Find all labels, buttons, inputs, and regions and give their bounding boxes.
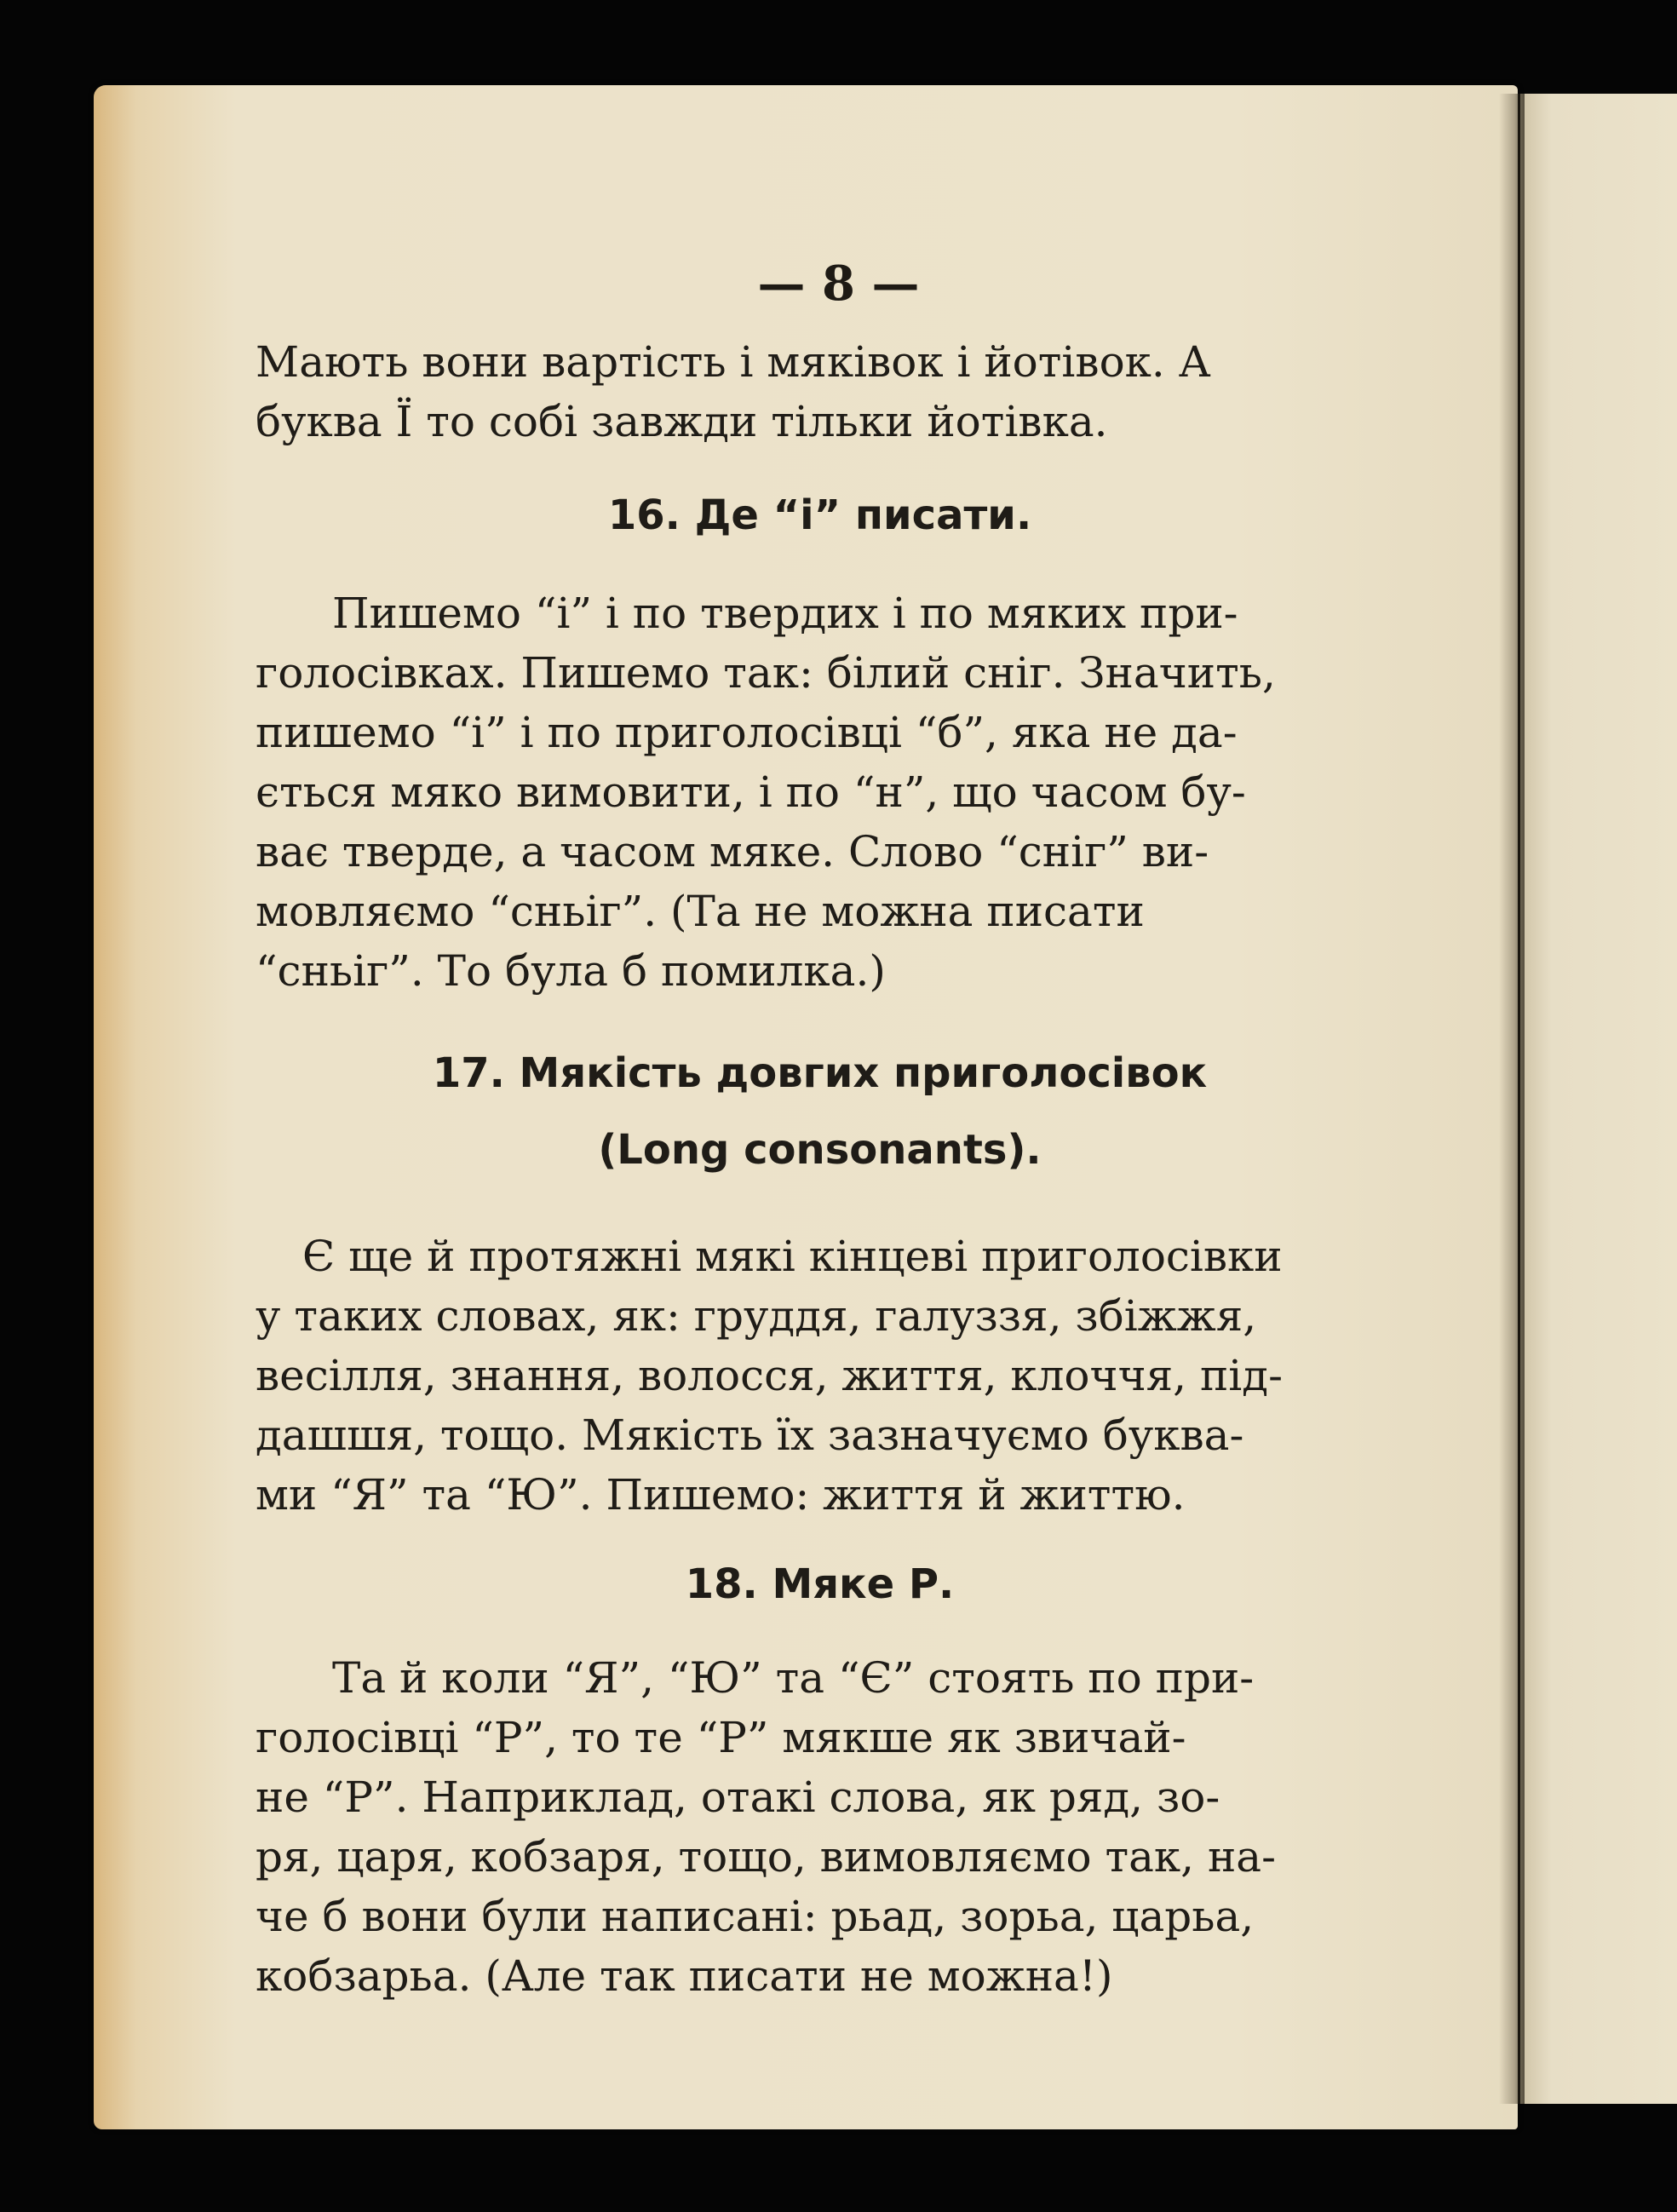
text-line: дашшя, тощо. Мякість їх зазначуємо буква-: [256, 1411, 1244, 1460]
text-line: весілля, знання, волосся, життя, клоччя, під-: [256, 1351, 1283, 1400]
text-line: пишемо “і” і по приголосівці “б”, яка не да-: [256, 708, 1238, 757]
text-line: ми “Я” та “Ю”. Пишемо: життя й життю.: [256, 1470, 1186, 1520]
text-line: ває тверде, а часом мяке. Слово “сніг” ви-: [256, 827, 1209, 876]
page-content: [256, 332, 1384, 2006]
text-line: голосівці “Р”, то те “Р” мякше як звичай-: [256, 1713, 1186, 1762]
section-17-title: 17. Мякість довгих приголосівок: [432, 1049, 1208, 1097]
section-18-paragraph: [256, 1648, 1384, 2006]
text-line: у таких словах, як: груддя, галуззя, збіжжя,: [256, 1291, 1257, 1341]
next-page-edge: [1520, 94, 1677, 2104]
text-line: кобзарьа. (Але так писати не можна!): [256, 1951, 1113, 2001]
text-line: Пишемо “і” і по твердих і по мяких при-: [332, 589, 1238, 638]
text-line: Є ще й протяжні мякі кінцеві приголосівки: [302, 1232, 1283, 1281]
text-line: ється мяко вимовити, і по “н”, що часом бу-: [256, 767, 1246, 817]
text-line: че б вони були написані: рьад, зорьа, царьа,: [256, 1892, 1255, 1941]
section-17-heading: [256, 1035, 1384, 1188]
section-16-heading: 16. Де “і” писати.: [607, 491, 1032, 539]
text-line: “сньіг”. То була б помилка.): [256, 946, 886, 996]
section-17-subtitle: (Long consonants).: [598, 1126, 1042, 1174]
intro-paragraph: [256, 332, 1384, 451]
book-gutter: [1499, 94, 1525, 2104]
text-line: Мають вони вартість і мяківок і йотівок. А: [256, 337, 1211, 387]
page-number: — 8 —: [757, 256, 920, 312]
text-line: буква Ї то собі завжди тільки йотівка.: [256, 397, 1108, 446]
text-line: не “Р”. Наприклад, отакі слова, як ряд, зо-: [256, 1772, 1220, 1822]
section-17-paragraph: [256, 1227, 1384, 1525]
text-line: мовляємо “сньіг”. (Та не можна писати: [256, 887, 1145, 936]
section-18-heading: 18. Мяке Р.: [685, 1560, 955, 1608]
text-line: голосівках. Пишемо так: білий сніг. Значить,: [256, 648, 1276, 698]
text-line: Та й коли “Я”, “Ю” та “Є” стоять по при-: [332, 1653, 1255, 1703]
text-line: ря, царя, кобзаря, тощо, вимовляємо так, на-: [256, 1832, 1276, 1882]
section-16-paragraph: [256, 583, 1384, 1001]
